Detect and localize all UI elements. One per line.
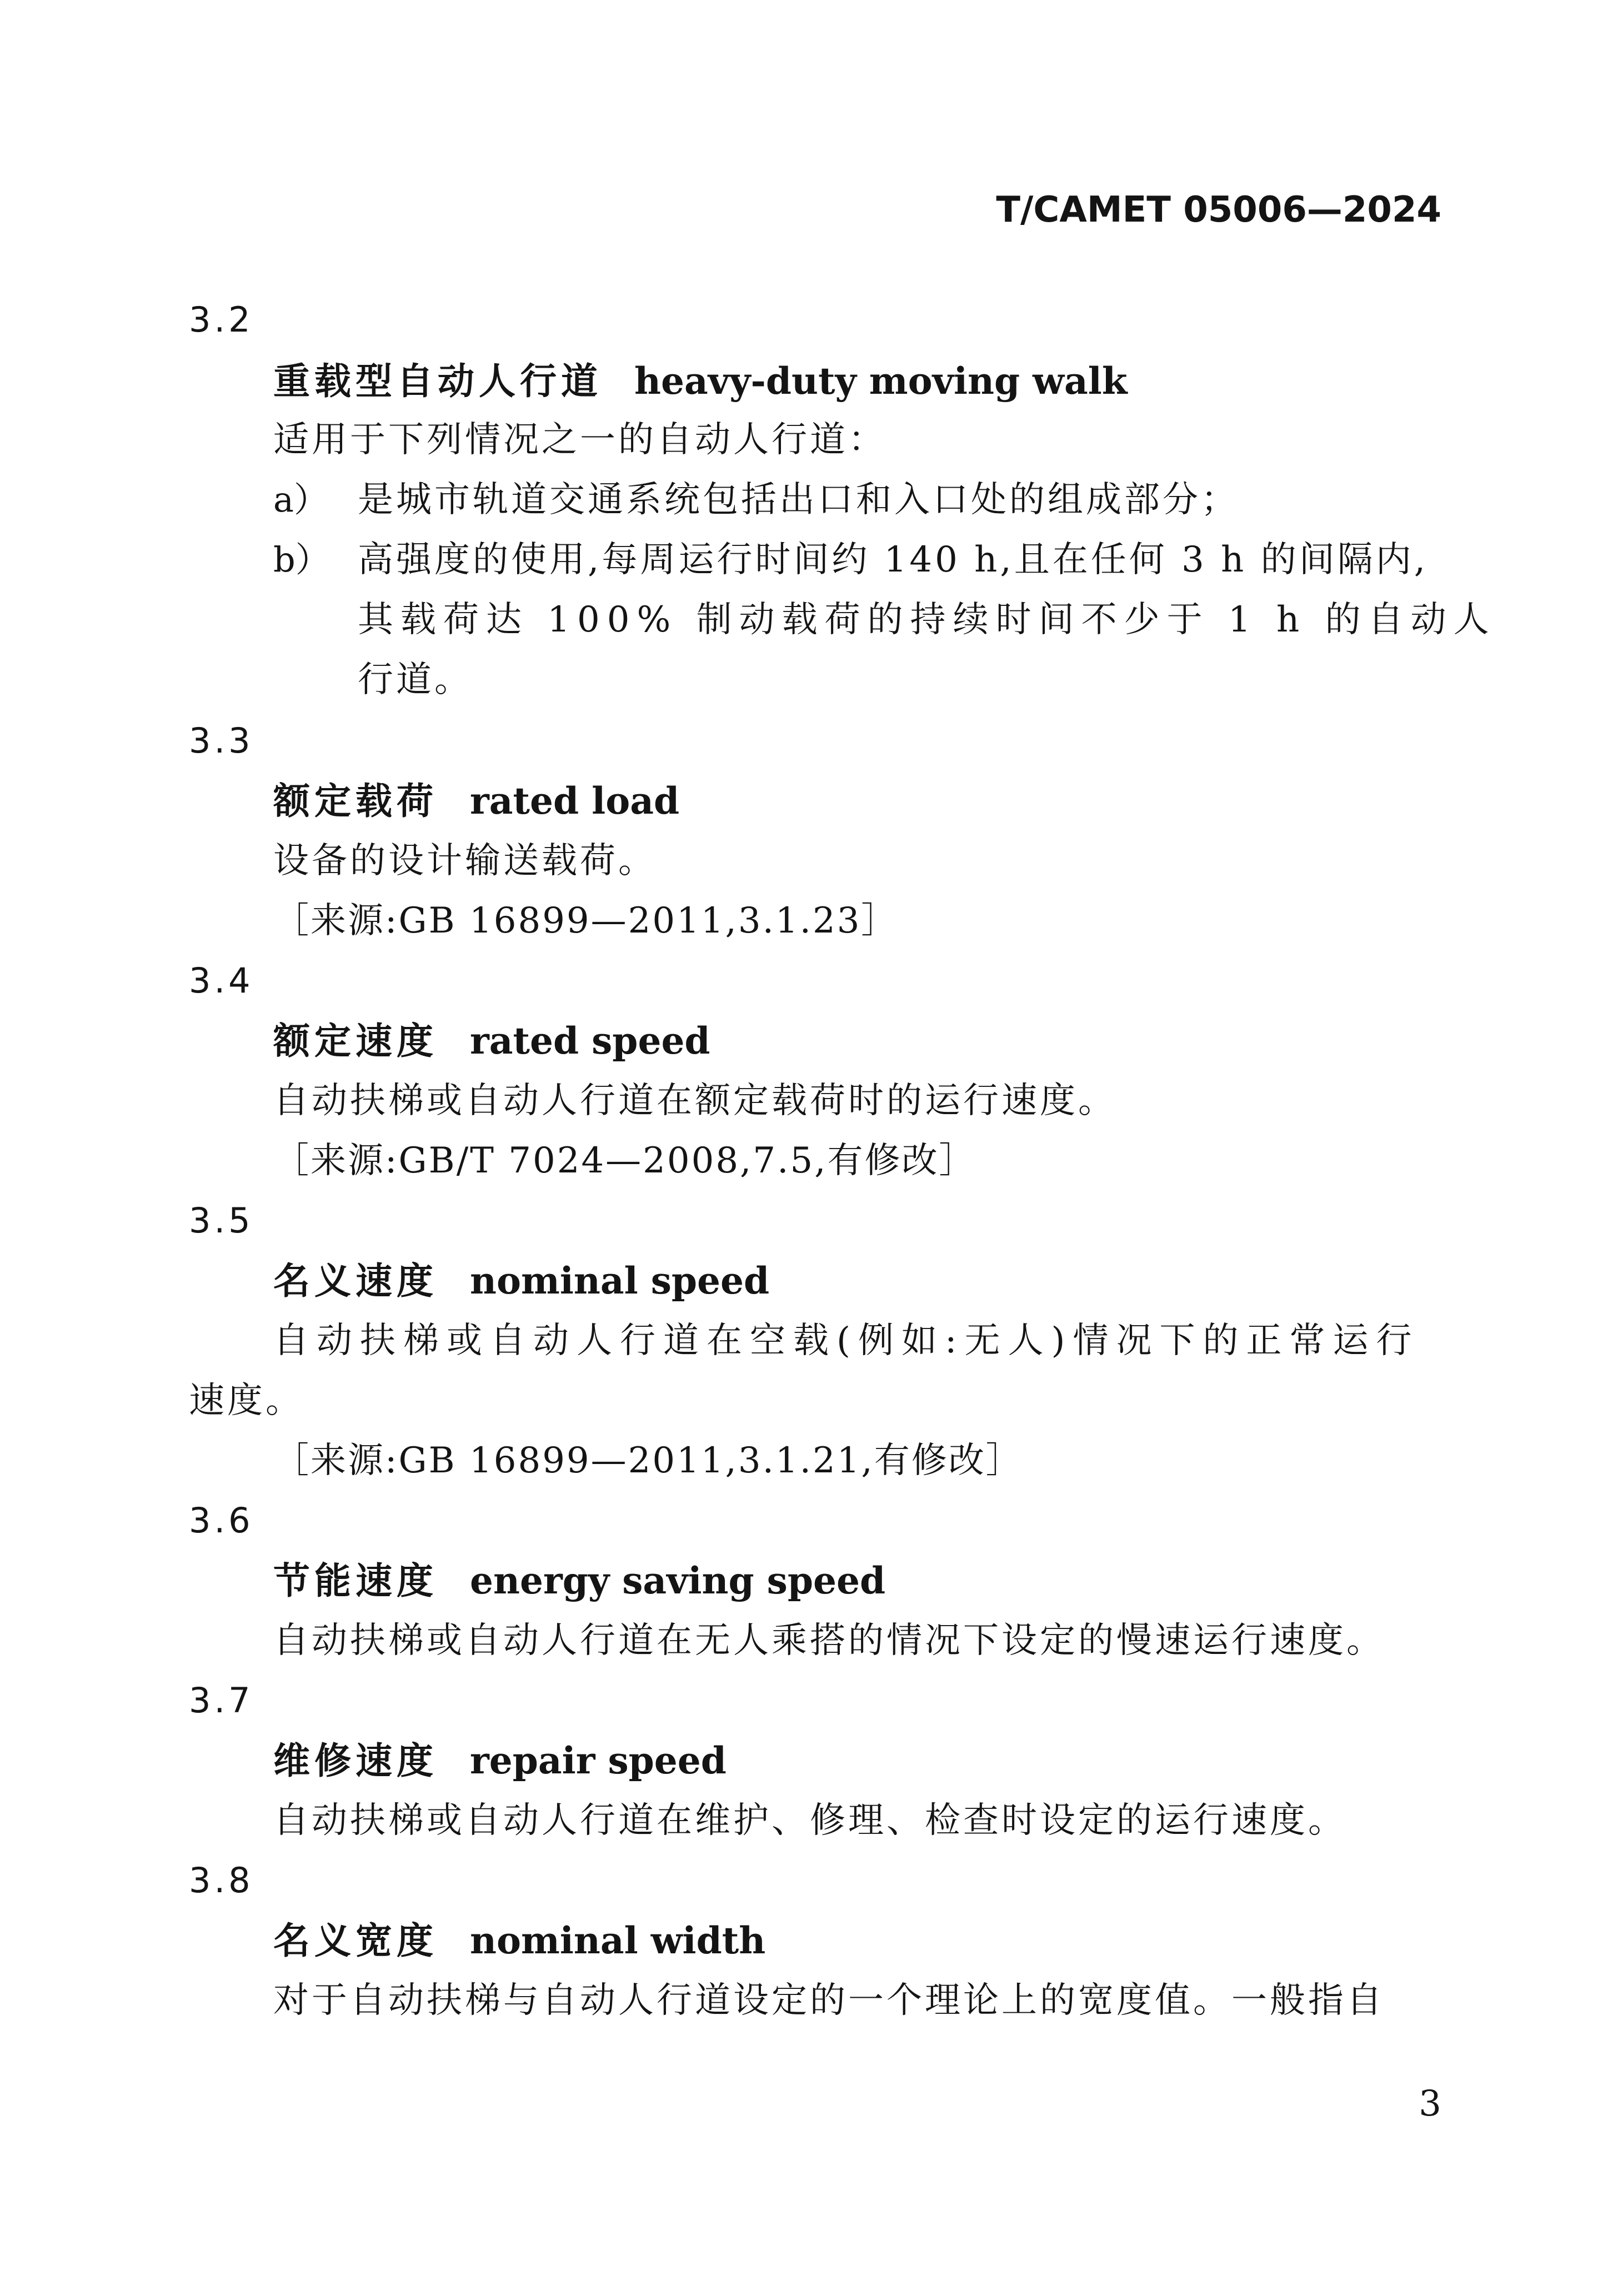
term-heading xyxy=(273,1259,769,1304)
term-heading xyxy=(273,1918,765,1963)
list-item-text: 是城市轨道交通系统包括出口和入口处的组成部分； xyxy=(358,479,1239,520)
term-zh: 名义速度 xyxy=(273,1260,438,1302)
term-zh: 额定载荷 xyxy=(273,780,438,823)
term-en: energy saving speed xyxy=(470,1559,886,1602)
term-en: nominal speed xyxy=(470,1259,770,1302)
definition: 自动扶梯或自动人行道在空载(例如:无人)情况下的正常运行 xyxy=(273,1320,1420,1361)
clause-number: 3.3 xyxy=(189,720,254,761)
list-item-text: 高强度的使用,每周运行时间约 140 h,且在任何 3 h 的间隔内, xyxy=(358,539,1429,580)
term-en: nominal width xyxy=(470,1919,766,1962)
definition: 自动扶梯或自动人行道在维护、修理、检查时设定的运行速度。 xyxy=(273,1800,1346,1841)
clause-number: 3.2 xyxy=(189,299,254,340)
term-zh: 名义宽度 xyxy=(273,1919,438,1962)
term-en: rated load xyxy=(470,779,680,823)
clause-number: 3.4 xyxy=(189,960,254,1001)
definition: 设备的设计输送载荷。 xyxy=(273,840,657,881)
clause-number: 3.7 xyxy=(189,1680,254,1721)
clause-number: 3.8 xyxy=(189,1860,254,1901)
list-item-text: 行道。 xyxy=(358,659,473,700)
definition-continuation: 速度。 xyxy=(189,1380,304,1421)
source-note: ［来源:GB/T 7024—2008,7.5,有修改］ xyxy=(273,1140,976,1181)
clause-number: 3.5 xyxy=(189,1200,254,1241)
term-en: repair speed xyxy=(470,1739,727,1782)
definition: 适用于下列情况之一的自动人行道： xyxy=(273,419,886,460)
term-zh: 重载型自动人行道 xyxy=(273,360,602,403)
list-item-label: b） xyxy=(273,539,330,580)
term-en: heavy-duty moving walk xyxy=(634,359,1128,403)
term-heading xyxy=(273,1558,885,1603)
term-heading xyxy=(273,1019,710,1064)
definition: 自动扶梯或自动人行道在额定载荷时的运行速度。 xyxy=(273,1080,1116,1121)
term-heading xyxy=(273,359,1128,404)
source-note: ［来源:GB 16899—2011,3.1.23］ xyxy=(273,900,899,941)
document-code: T/CAMET 05006—2024 xyxy=(996,189,1441,230)
definition: 对于自动扶梯与自动人行道设定的一个理论上的宽度值。一般指自 xyxy=(273,1980,1385,2021)
term-heading xyxy=(273,779,679,824)
term-en: rated speed xyxy=(470,1019,710,1062)
definition: 自动扶梯或自动人行道在无人乘搭的情况下设定的慢速运行速度。 xyxy=(273,1620,1385,1661)
term-zh: 节能速度 xyxy=(273,1560,438,1602)
clause-number: 3.6 xyxy=(189,1500,254,1541)
term-heading xyxy=(273,1738,727,1783)
list-item-label: a） xyxy=(273,479,328,520)
term-zh: 额定速度 xyxy=(273,1020,438,1062)
term-zh: 维修速度 xyxy=(273,1739,438,1782)
source-note: ［来源:GB 16899—2011,3.1.21,有修改］ xyxy=(273,1440,1023,1481)
page-number: 3 xyxy=(1419,2083,1441,2124)
list-item-text: 其载荷达 100% 制动载荷的持续时间不少于 1 h 的自动人 xyxy=(358,599,1496,640)
